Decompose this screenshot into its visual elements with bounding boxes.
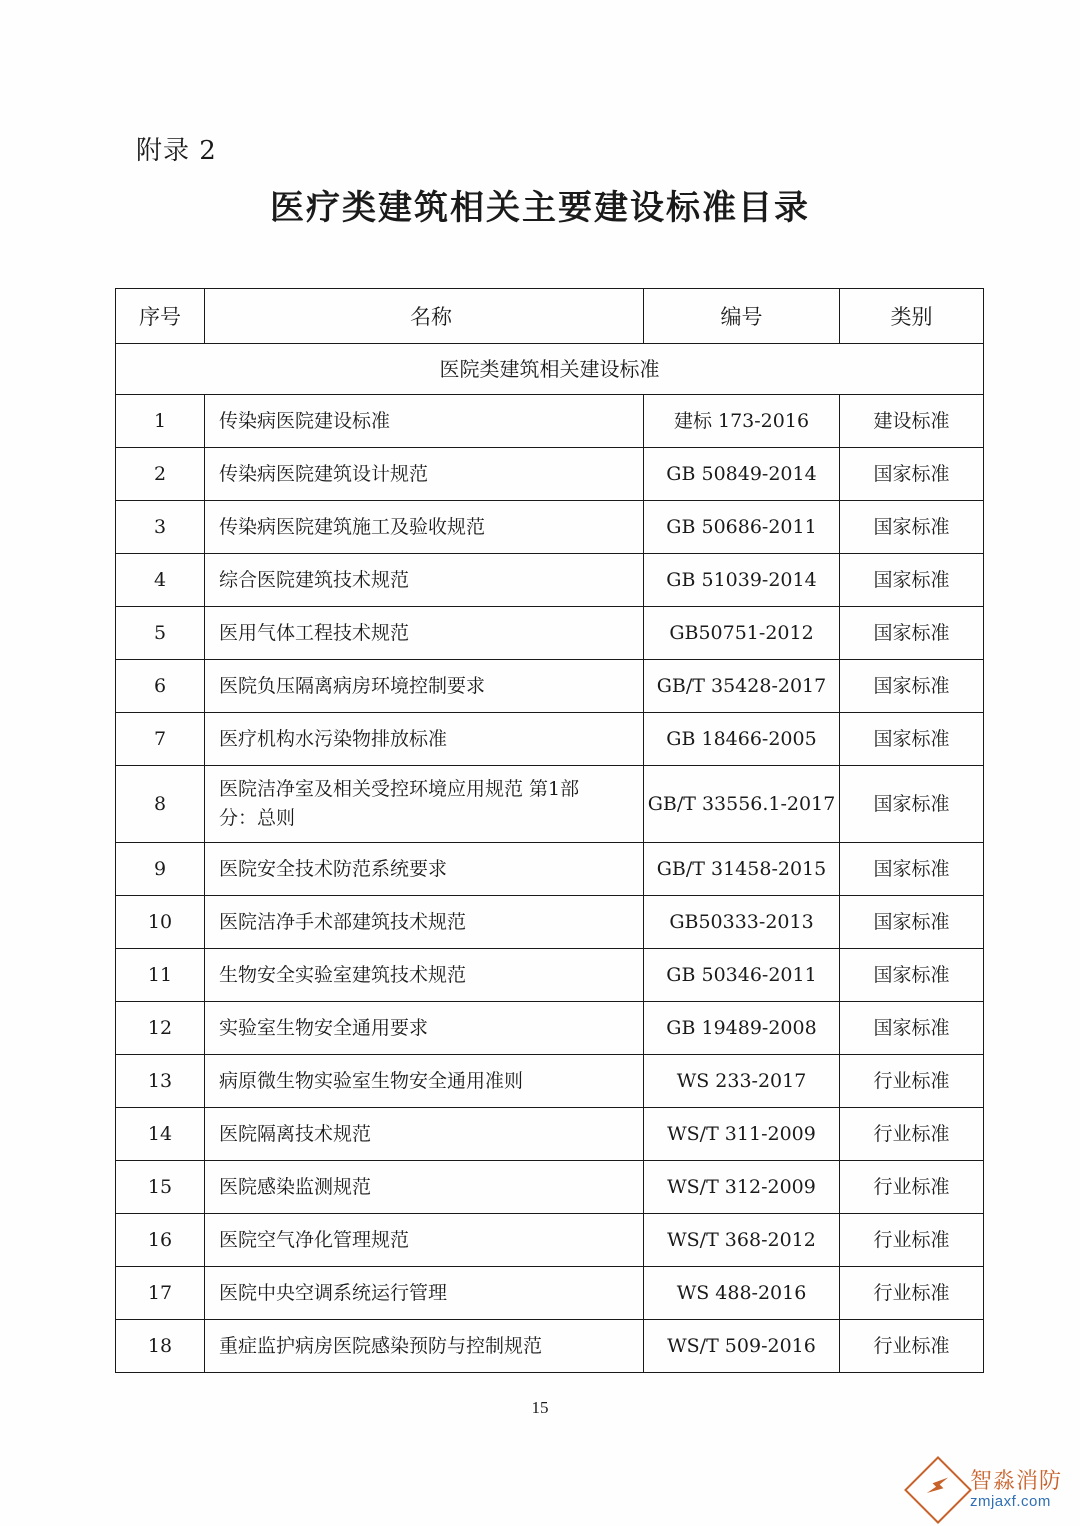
row-type: 行业标准: [840, 1108, 984, 1161]
row-type: 国家标准: [840, 843, 984, 896]
row-type: 行业标准: [840, 1214, 984, 1267]
row-no: 6: [116, 660, 205, 713]
row-type: 国家标准: [840, 448, 984, 501]
row-name: 医院隔离技术规范: [205, 1108, 644, 1161]
row-no: 13: [116, 1055, 205, 1108]
row-no: 10: [116, 896, 205, 949]
row-type: 行业标准: [840, 1267, 984, 1320]
table-header-row: [116, 289, 984, 344]
page-title: 医疗类建筑相关主要建设标准目录: [270, 188, 810, 228]
row-no: 8: [116, 766, 205, 843]
row-type: 行业标准: [840, 1055, 984, 1108]
row-no: 16: [116, 1214, 205, 1267]
row-type: 国家标准: [840, 501, 984, 554]
row-type: 国家标准: [840, 896, 984, 949]
row-code: GB 51039-2014: [644, 554, 840, 607]
row-no: 2: [116, 448, 205, 501]
row-code: GB50333-2013: [644, 896, 840, 949]
row-code: WS/T 312-2009: [644, 1161, 840, 1214]
row-type: 国家标准: [840, 713, 984, 766]
row-name: 医院感染监测规范: [205, 1161, 644, 1214]
table-row: [116, 1161, 984, 1214]
table-row: [116, 843, 984, 896]
table-row: [116, 607, 984, 660]
table-row: [116, 1267, 984, 1320]
table-section-row: [116, 344, 984, 395]
table-row: [116, 1055, 984, 1108]
standards-table: [115, 288, 984, 1373]
row-no: 18: [116, 1320, 205, 1373]
table-row: [116, 896, 984, 949]
table-row: [116, 1320, 984, 1373]
row-name: 传染病医院建设标准: [205, 395, 644, 448]
row-no: 9: [116, 843, 205, 896]
row-code: WS 488-2016: [644, 1267, 840, 1320]
row-name: 重症监护病房医院感染预防与控制规范: [205, 1320, 644, 1373]
row-type: 国家标准: [840, 1002, 984, 1055]
row-name: 实验室生物安全通用要求: [205, 1002, 644, 1055]
row-code: GB 50346-2011: [644, 949, 840, 1002]
row-no: 17: [116, 1267, 205, 1320]
row-name: 医院安全技术防范系统要求: [205, 843, 644, 896]
row-name: 医院负压隔离病房环境控制要求: [205, 660, 644, 713]
row-code: GB 50686-2011: [644, 501, 840, 554]
row-name: 病原微生物实验室生物安全通用准则: [205, 1055, 644, 1108]
row-type: 国家标准: [840, 607, 984, 660]
row-code: GB/T 31458-2015: [644, 843, 840, 896]
row-code: WS 233-2017: [644, 1055, 840, 1108]
table-row: [116, 395, 984, 448]
row-code: GB 19489-2008: [644, 1002, 840, 1055]
watermark: [914, 1466, 1062, 1514]
row-code: 建标 173-2016: [644, 395, 840, 448]
row-code: GB50751-2012: [644, 607, 840, 660]
table-header: [116, 289, 984, 344]
table-row: [116, 1002, 984, 1055]
row-name: [205, 766, 644, 843]
row-type: 建设标准: [840, 395, 984, 448]
row-type: 国家标准: [840, 660, 984, 713]
row-name: 医用气体工程技术规范: [205, 607, 644, 660]
column-header-code: 编号: [644, 289, 840, 344]
row-code: GB/T 35428-2017: [644, 660, 840, 713]
watermark-logo-icon: [904, 1456, 972, 1524]
row-type: 行业标准: [840, 1161, 984, 1214]
row-code: GB/T 33556.1-2017: [644, 766, 840, 843]
row-type: 国家标准: [840, 949, 984, 1002]
row-code: WS/T 311-2009: [644, 1108, 840, 1161]
row-name: 医疗机构水污染物排放标准: [205, 713, 644, 766]
row-no: 5: [116, 607, 205, 660]
row-no: 1: [116, 395, 205, 448]
row-name: 生物安全实验室建筑技术规范: [205, 949, 644, 1002]
row-no: 4: [116, 554, 205, 607]
column-header-name: 名称: [205, 289, 644, 344]
row-name-line1: 医院洁净室及相关受控环境应用规范 第1部: [219, 777, 580, 800]
row-no: 11: [116, 949, 205, 1002]
row-no: 14: [116, 1108, 205, 1161]
row-no: 7: [116, 713, 205, 766]
row-name: 综合医院建筑技术规范: [205, 554, 644, 607]
row-name: 医院中央空调系统运行管理: [205, 1267, 644, 1320]
row-code: GB 50849-2014: [644, 448, 840, 501]
column-header-no: 序号: [116, 289, 205, 344]
table-row: [116, 1108, 984, 1161]
table-row: [116, 713, 984, 766]
row-code: WS/T 509-2016: [644, 1320, 840, 1373]
row-code: GB 18466-2005: [644, 713, 840, 766]
table-row: [116, 1214, 984, 1267]
table-body: [116, 344, 984, 1373]
watermark-text: [970, 1470, 1062, 1511]
watermark-title: 智淼消防: [969, 1468, 1062, 1494]
section-title: 医院类建筑相关建设标准: [116, 344, 984, 395]
row-no: 3: [116, 501, 205, 554]
row-type: 行业标准: [840, 1320, 984, 1373]
row-no: 15: [116, 1161, 205, 1214]
row-name: 医院洁净手术部建筑技术规范: [205, 896, 644, 949]
table-row: [116, 448, 984, 501]
page-number: 15: [531, 1398, 549, 1417]
row-type: 国家标准: [840, 554, 984, 607]
row-name: 传染病医院建筑设计规范: [205, 448, 644, 501]
row-type: 国家标准: [840, 766, 984, 843]
table-row: [116, 949, 984, 1002]
row-name-line2: 分：总则: [219, 807, 296, 829]
table-row: [116, 501, 984, 554]
row-name: 医院空气净化管理规范: [205, 1214, 644, 1267]
row-no: 12: [116, 1002, 205, 1055]
column-header-type: 类别: [840, 289, 984, 344]
appendix-label: 附录 2: [136, 136, 217, 166]
row-code: WS/T 368-2012: [644, 1214, 840, 1267]
table-row: [116, 766, 984, 843]
watermark-url: zmjaxf.com: [969, 1492, 1051, 1510]
row-name: 传染病医院建筑施工及验收规范: [205, 501, 644, 554]
table-row: [116, 660, 984, 713]
table-row: [116, 554, 984, 607]
